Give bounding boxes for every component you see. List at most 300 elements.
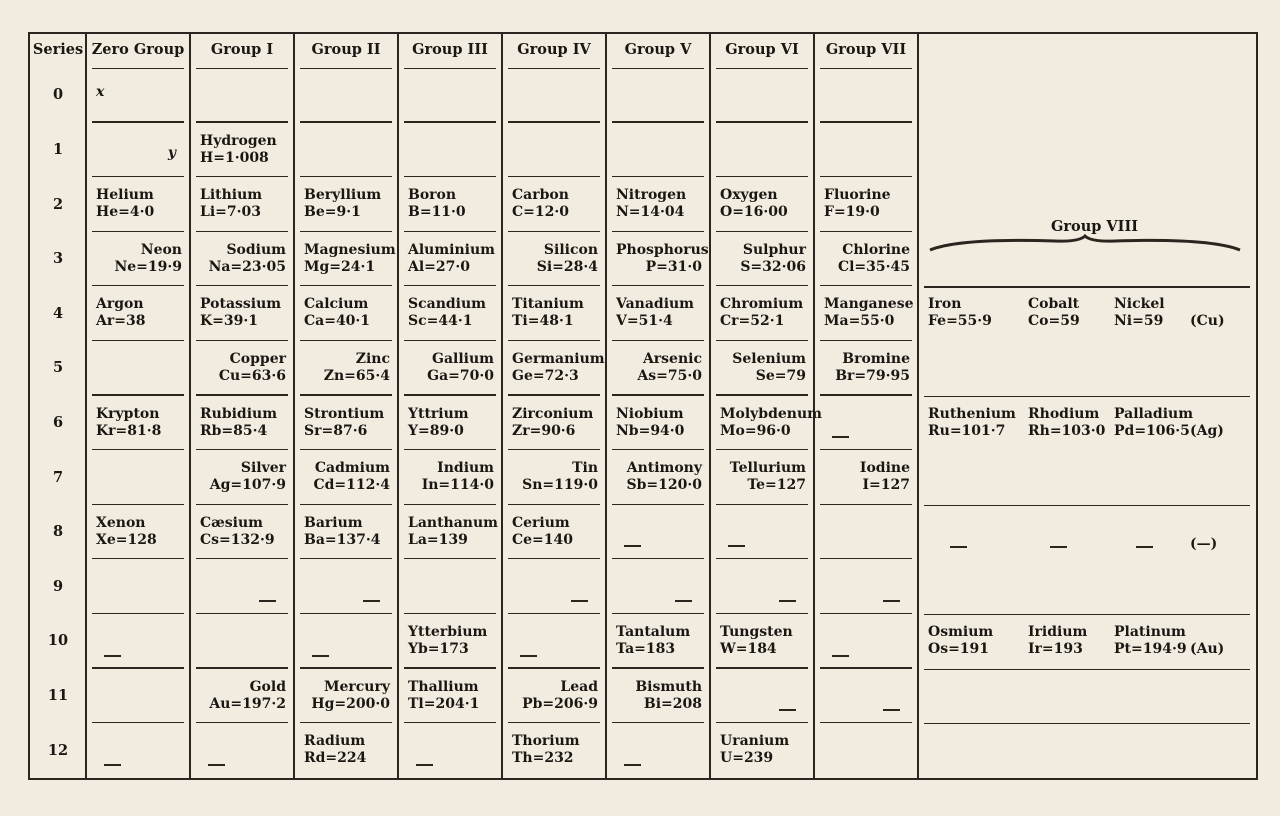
element-entry — [824, 187, 910, 221]
series-label: 6 — [52, 413, 64, 431]
table-cell — [502, 286, 606, 341]
element-weight: Zn=65·4 — [323, 368, 390, 384]
group-viii-analog: (—) — [1190, 535, 1218, 552]
element-entry — [720, 351, 806, 385]
table-cell — [710, 450, 814, 505]
table-cell — [190, 123, 294, 178]
table-cell — [710, 614, 814, 669]
table-cell — [190, 559, 294, 614]
empty-dash — [571, 600, 588, 602]
element-entry — [408, 187, 494, 221]
element-weight: Ta=183 — [616, 641, 676, 657]
element-name: Rubidium — [200, 405, 278, 422]
table-cell — [606, 450, 710, 505]
table-cell — [86, 123, 190, 178]
element-name: Cadmium — [314, 460, 390, 477]
element-weight: Bi=208 — [643, 695, 702, 712]
element-weight: Xe=128 — [96, 531, 157, 548]
empty-dash — [779, 600, 796, 602]
element-entry — [408, 296, 494, 330]
element-weight: Ag=107·9 — [209, 477, 286, 494]
element-entry — [200, 351, 286, 385]
table-cell — [814, 723, 918, 778]
table-cell — [814, 177, 918, 232]
element-entry — [512, 733, 598, 767]
element-weight: Sb=120·0 — [626, 477, 702, 494]
table-cell — [398, 396, 502, 451]
table-cell — [294, 396, 398, 451]
element-weight: Cu=63·6 — [218, 368, 286, 384]
element-entry — [304, 515, 390, 549]
element-weight: Th=232 — [512, 750, 574, 767]
element-entry — [96, 515, 182, 549]
element-name: Phosphorus — [616, 241, 709, 258]
empty-dash — [520, 655, 537, 657]
table-cell — [814, 396, 918, 451]
table-cell — [86, 341, 190, 396]
empty-dash — [312, 655, 329, 657]
element-weight: Mo=96·0 — [720, 422, 791, 439]
table-cell — [814, 669, 918, 724]
element-entry — [200, 187, 286, 221]
empty-dash — [883, 709, 900, 711]
element-name: Beryllium — [304, 187, 382, 204]
element-name: Sulphur — [742, 241, 806, 258]
element-entry — [720, 296, 806, 330]
table-cell — [606, 232, 710, 287]
element-name: Oxygen — [720, 187, 778, 204]
table-cell — [398, 68, 502, 123]
element-entry — [96, 187, 182, 221]
element-entry — [200, 133, 286, 167]
element-name: Argon — [96, 296, 144, 313]
element-name: Scandium — [408, 296, 486, 313]
table-cell — [502, 123, 606, 178]
element-weight: Ba=137·4 — [304, 531, 381, 548]
table-cell — [398, 286, 502, 341]
element-weight: He=4·0 — [96, 204, 155, 221]
table-cell — [606, 68, 710, 123]
table-cell — [502, 669, 606, 724]
element-weight: Sn=119·0 — [522, 477, 598, 494]
empty-dash — [832, 655, 849, 657]
group-viii-brace — [918, 234, 1252, 264]
table-cell — [606, 123, 710, 178]
element-name: Bismuth — [635, 678, 702, 695]
table-cell — [294, 341, 398, 396]
element-weight: Ce=140 — [512, 531, 574, 548]
element-weight: La=139 — [408, 531, 468, 548]
series-label: 11 — [47, 686, 69, 704]
element-entry — [720, 460, 806, 494]
table-cell — [814, 68, 918, 123]
element-entry — [512, 515, 598, 549]
table-cell — [398, 723, 502, 778]
element-weight: Zr=90·6 — [512, 422, 576, 439]
element-name: Aluminium — [408, 241, 495, 258]
element-name: Gallium — [432, 351, 494, 367]
element-entry — [720, 242, 806, 276]
header-group-ii: Group II — [311, 41, 381, 58]
table-cell — [502, 559, 606, 614]
element-entry — [96, 296, 182, 330]
table-cell — [502, 396, 606, 451]
element-name: Platinum — [1114, 624, 1186, 640]
element-name: Iron — [928, 296, 962, 313]
element-weight: Rh=103·0 — [1028, 422, 1106, 439]
table-cell — [710, 396, 822, 451]
element-name: Arsenic — [642, 351, 702, 367]
table-cell — [190, 286, 294, 341]
empty-dash — [675, 600, 692, 602]
group-viii-rule — [924, 723, 1250, 724]
group-viii-rule — [924, 396, 1250, 397]
series-label: 0 — [52, 86, 64, 104]
table-cell — [814, 614, 918, 669]
table-cell — [710, 68, 814, 123]
table-cell — [502, 232, 606, 287]
element-weight: Ni=59 — [1114, 313, 1164, 330]
element-name: Palladium — [1114, 405, 1194, 422]
element-name: Tantalum — [616, 624, 691, 640]
element-weight: P=31·0 — [645, 258, 702, 275]
element-entry — [720, 624, 806, 658]
table-cell — [86, 669, 190, 724]
table-cell — [294, 68, 398, 123]
table-cell — [86, 450, 190, 505]
element-weight: Al=27·0 — [408, 258, 471, 275]
element-name: Neon — [140, 241, 182, 258]
element-entry — [616, 406, 702, 440]
element-entry — [928, 406, 1016, 440]
element-weight: Ge=72·3 — [512, 368, 579, 384]
series-label: 2 — [52, 195, 64, 213]
table-cell — [294, 723, 398, 778]
element-entry — [304, 351, 390, 385]
element-name: Uranium — [720, 733, 790, 750]
element-name: Nickel — [1114, 296, 1165, 313]
element-entry — [1114, 296, 1165, 330]
table-cell — [86, 68, 190, 123]
element-weight: In=114·0 — [421, 477, 494, 494]
table-cell — [606, 559, 710, 614]
table-cell — [398, 669, 502, 724]
series-label: 5 — [52, 359, 64, 377]
element-name: Calcium — [304, 296, 369, 313]
element-name: Bromine — [842, 351, 910, 367]
empty-dash — [259, 600, 276, 602]
table-cell — [398, 450, 502, 505]
group-viii-analog: (Ag) — [1190, 422, 1224, 439]
table-cell — [190, 450, 294, 505]
element-entry — [512, 460, 598, 494]
element-entry — [408, 624, 494, 658]
element-weight: Mg=24·1 — [304, 258, 376, 275]
empty-dash — [728, 545, 745, 547]
element-name: Xenon — [96, 514, 146, 531]
element-entry — [824, 460, 910, 494]
series-label: 8 — [52, 523, 64, 541]
table-cell — [294, 669, 398, 724]
element-entry — [616, 241, 709, 276]
element-name: Cobalt — [1028, 296, 1080, 313]
element-entry — [1028, 406, 1105, 440]
element-name: Cæsium — [200, 514, 263, 531]
element-weight: Y=89·0 — [408, 422, 464, 439]
series-label: 3 — [52, 250, 64, 268]
table-cell — [710, 123, 814, 178]
table-cell — [710, 669, 814, 724]
element-name: Rhodium — [1028, 405, 1100, 422]
element-weight: Sr=87·6 — [304, 422, 368, 439]
table-cell — [502, 68, 606, 123]
table-cell — [294, 505, 398, 560]
table-cell — [710, 341, 814, 396]
group-viii-rule — [924, 669, 1250, 670]
element-weight: S=32·06 — [740, 258, 806, 275]
element-entry — [720, 733, 806, 767]
element-weight: Pd=106·5 — [1114, 422, 1190, 439]
element-entry — [304, 187, 390, 221]
table-cell — [814, 559, 918, 614]
element-name: Niobium — [616, 405, 684, 422]
table-cell — [710, 505, 814, 560]
periodic-table — [28, 32, 1258, 780]
element-name: Fluorine — [824, 187, 891, 204]
empty-dash — [779, 709, 796, 711]
element-weight: B=11·0 — [408, 204, 466, 221]
table-cell — [710, 559, 814, 614]
header-group-vi: Group VI — [725, 41, 799, 58]
group-viii-rule — [924, 505, 1250, 506]
empty-dash — [416, 764, 433, 766]
element-name: Gold — [249, 678, 286, 695]
element-entry — [616, 187, 702, 221]
element-name: Krypton — [96, 405, 160, 422]
table-cell — [86, 723, 190, 778]
table-cell — [398, 559, 502, 614]
element-weight: Se=79 — [755, 368, 806, 384]
element-weight: U=239 — [720, 750, 774, 767]
element-weight: Sc=44·1 — [408, 313, 473, 330]
element-name: Indium — [437, 460, 494, 477]
table-cell — [502, 177, 606, 232]
element-name: Molybdenum — [720, 405, 822, 422]
element-name: Tin — [572, 460, 598, 477]
element-weight: Ga=70·0 — [427, 368, 494, 384]
empty-dash — [950, 546, 967, 548]
element-weight: C=12·0 — [512, 204, 569, 221]
element-entry — [928, 624, 993, 658]
series-label: 12 — [47, 741, 69, 759]
element-name: Tungsten — [720, 624, 793, 640]
element-weight: Yb=173 — [408, 641, 469, 657]
table-cell — [294, 177, 398, 232]
group-viii-analog: (Cu) — [1190, 313, 1225, 330]
table-cell — [86, 396, 190, 451]
table-cell — [294, 450, 398, 505]
element-weight: Pb=206·9 — [522, 695, 598, 712]
table-cell — [190, 232, 294, 287]
element-weight: Cl=35·45 — [837, 258, 910, 275]
table-cell — [606, 177, 710, 232]
element-entry — [512, 187, 598, 221]
table-cell — [398, 123, 502, 178]
table-cell — [502, 450, 606, 505]
element-name: Boron — [408, 187, 457, 204]
element-weight: K=39·1 — [200, 313, 258, 330]
element-name: Manganese — [824, 296, 914, 313]
element-weight: Rb=85·4 — [200, 422, 268, 439]
table-cell — [398, 232, 502, 287]
element-weight: Te=127 — [747, 477, 806, 494]
element-entry — [304, 733, 390, 767]
element-name: Barium — [304, 514, 363, 531]
empty-dash — [208, 764, 225, 766]
table-cell — [86, 177, 190, 232]
element-weight: Cd=112·4 — [313, 477, 390, 494]
table-cell — [502, 614, 606, 669]
element-weight: Ti=48·1 — [512, 313, 574, 330]
element-entry — [200, 242, 286, 276]
element-weight: V=51·4 — [616, 313, 673, 330]
element-weight: Pt=194·9 — [1114, 641, 1187, 657]
element-name: Germanium — [512, 351, 605, 367]
element-entry — [304, 406, 390, 440]
element-name: Ruthenium — [928, 405, 1016, 422]
element-weight: Kr=81·8 — [96, 422, 162, 439]
element-weight: O=16·00 — [720, 204, 788, 221]
table-cell — [190, 68, 294, 123]
table-cell — [398, 505, 502, 560]
element-name: Lead — [560, 678, 598, 695]
table-cell — [398, 614, 502, 669]
empty-dash — [624, 545, 641, 547]
element-entry — [512, 351, 605, 385]
element-entry — [96, 242, 182, 276]
table-cell — [190, 341, 294, 396]
element-entry — [408, 406, 494, 440]
element-name: Vanadium — [616, 296, 694, 313]
table-cell — [398, 341, 502, 396]
element-name: Cerium — [512, 514, 570, 531]
element-name: Antimony — [626, 460, 702, 477]
table-cell — [606, 286, 710, 341]
table-cell — [294, 614, 398, 669]
element-weight: Li=7·03 — [200, 204, 261, 221]
table-cell — [86, 505, 190, 560]
table-cell — [814, 450, 918, 505]
element-name: Chlorine — [842, 241, 910, 258]
element-entry — [1114, 406, 1193, 440]
empty-dash — [363, 600, 380, 602]
table-cell — [814, 341, 918, 396]
element-entry — [200, 406, 286, 440]
element-entry — [96, 406, 182, 440]
element-entry — [200, 679, 286, 713]
element-name: Strontium — [304, 405, 385, 422]
empty-dash — [1136, 546, 1153, 548]
element-name: Helium — [96, 187, 154, 204]
element-weight: Hg=200·0 — [311, 695, 390, 712]
table-cell — [86, 559, 190, 614]
element-entry — [408, 514, 498, 549]
element-weight: Fe=55·9 — [928, 313, 992, 330]
table-cell — [710, 177, 814, 232]
element-entry — [720, 405, 822, 440]
element-name: Yttrium — [408, 405, 469, 422]
element-entry — [1114, 624, 1187, 658]
element-name: Carbon — [512, 187, 569, 204]
table-cell — [606, 669, 710, 724]
element-entry — [408, 242, 494, 276]
element-weight: I=127 — [862, 477, 910, 494]
element-name: Copper — [229, 351, 286, 367]
table-cell — [502, 341, 606, 396]
element-name: Potassium — [200, 296, 282, 313]
table-cell — [710, 286, 814, 341]
element-weight: Cr=52·1 — [720, 313, 785, 330]
element-name: Lanthanum — [408, 514, 498, 531]
series-label: 9 — [52, 577, 64, 595]
element-name: Tellurium — [729, 460, 806, 477]
group-viii-region — [918, 34, 1256, 778]
element-weight: Co=59 — [1028, 313, 1080, 330]
table-cell — [502, 723, 606, 778]
element-weight: As=75·0 — [637, 368, 702, 384]
element-weight: W=184 — [720, 641, 777, 657]
element-weight: N=14·04 — [616, 204, 685, 221]
table-cell — [398, 177, 502, 232]
element-entry — [824, 296, 914, 330]
element-weight: Ne=19·9 — [114, 258, 182, 275]
series-label: 7 — [52, 468, 64, 486]
table-cell — [294, 559, 398, 614]
table-cell — [294, 232, 398, 287]
table-cell — [814, 123, 918, 178]
empty-dash — [104, 764, 121, 766]
element-weight: Ma=55·0 — [824, 313, 895, 330]
element-entry — [824, 351, 910, 385]
element-weight: Cs=132·9 — [200, 531, 275, 548]
element-name: Sodium — [226, 241, 286, 258]
empty-dash — [832, 436, 849, 438]
element-entry — [200, 460, 286, 494]
empty-dash — [624, 764, 641, 766]
element-entry — [200, 296, 286, 330]
element-weight: Rd=224 — [304, 750, 367, 767]
element-entry — [928, 296, 992, 330]
header-zero-group: Zero Group — [91, 41, 185, 58]
table-cell — [710, 723, 814, 778]
table-cell — [814, 505, 918, 560]
element-name: Nitrogen — [616, 187, 687, 204]
element-name: Osmium — [928, 624, 994, 640]
element-weight: Na=23·05 — [208, 258, 286, 275]
header-group-iii: Group III — [412, 41, 488, 58]
table-cell — [606, 723, 710, 778]
empty-dash — [883, 600, 900, 602]
element-entry — [408, 460, 494, 494]
table-cell — [190, 177, 294, 232]
element-name: Selenium — [732, 351, 806, 367]
empty-dash — [1050, 546, 1067, 548]
header-group-v: Group V — [624, 41, 692, 58]
header-group-i: Group I — [210, 41, 274, 58]
element-weight: Ca=40·1 — [304, 313, 371, 330]
series-label: 10 — [47, 632, 69, 650]
table-cell — [606, 614, 710, 669]
